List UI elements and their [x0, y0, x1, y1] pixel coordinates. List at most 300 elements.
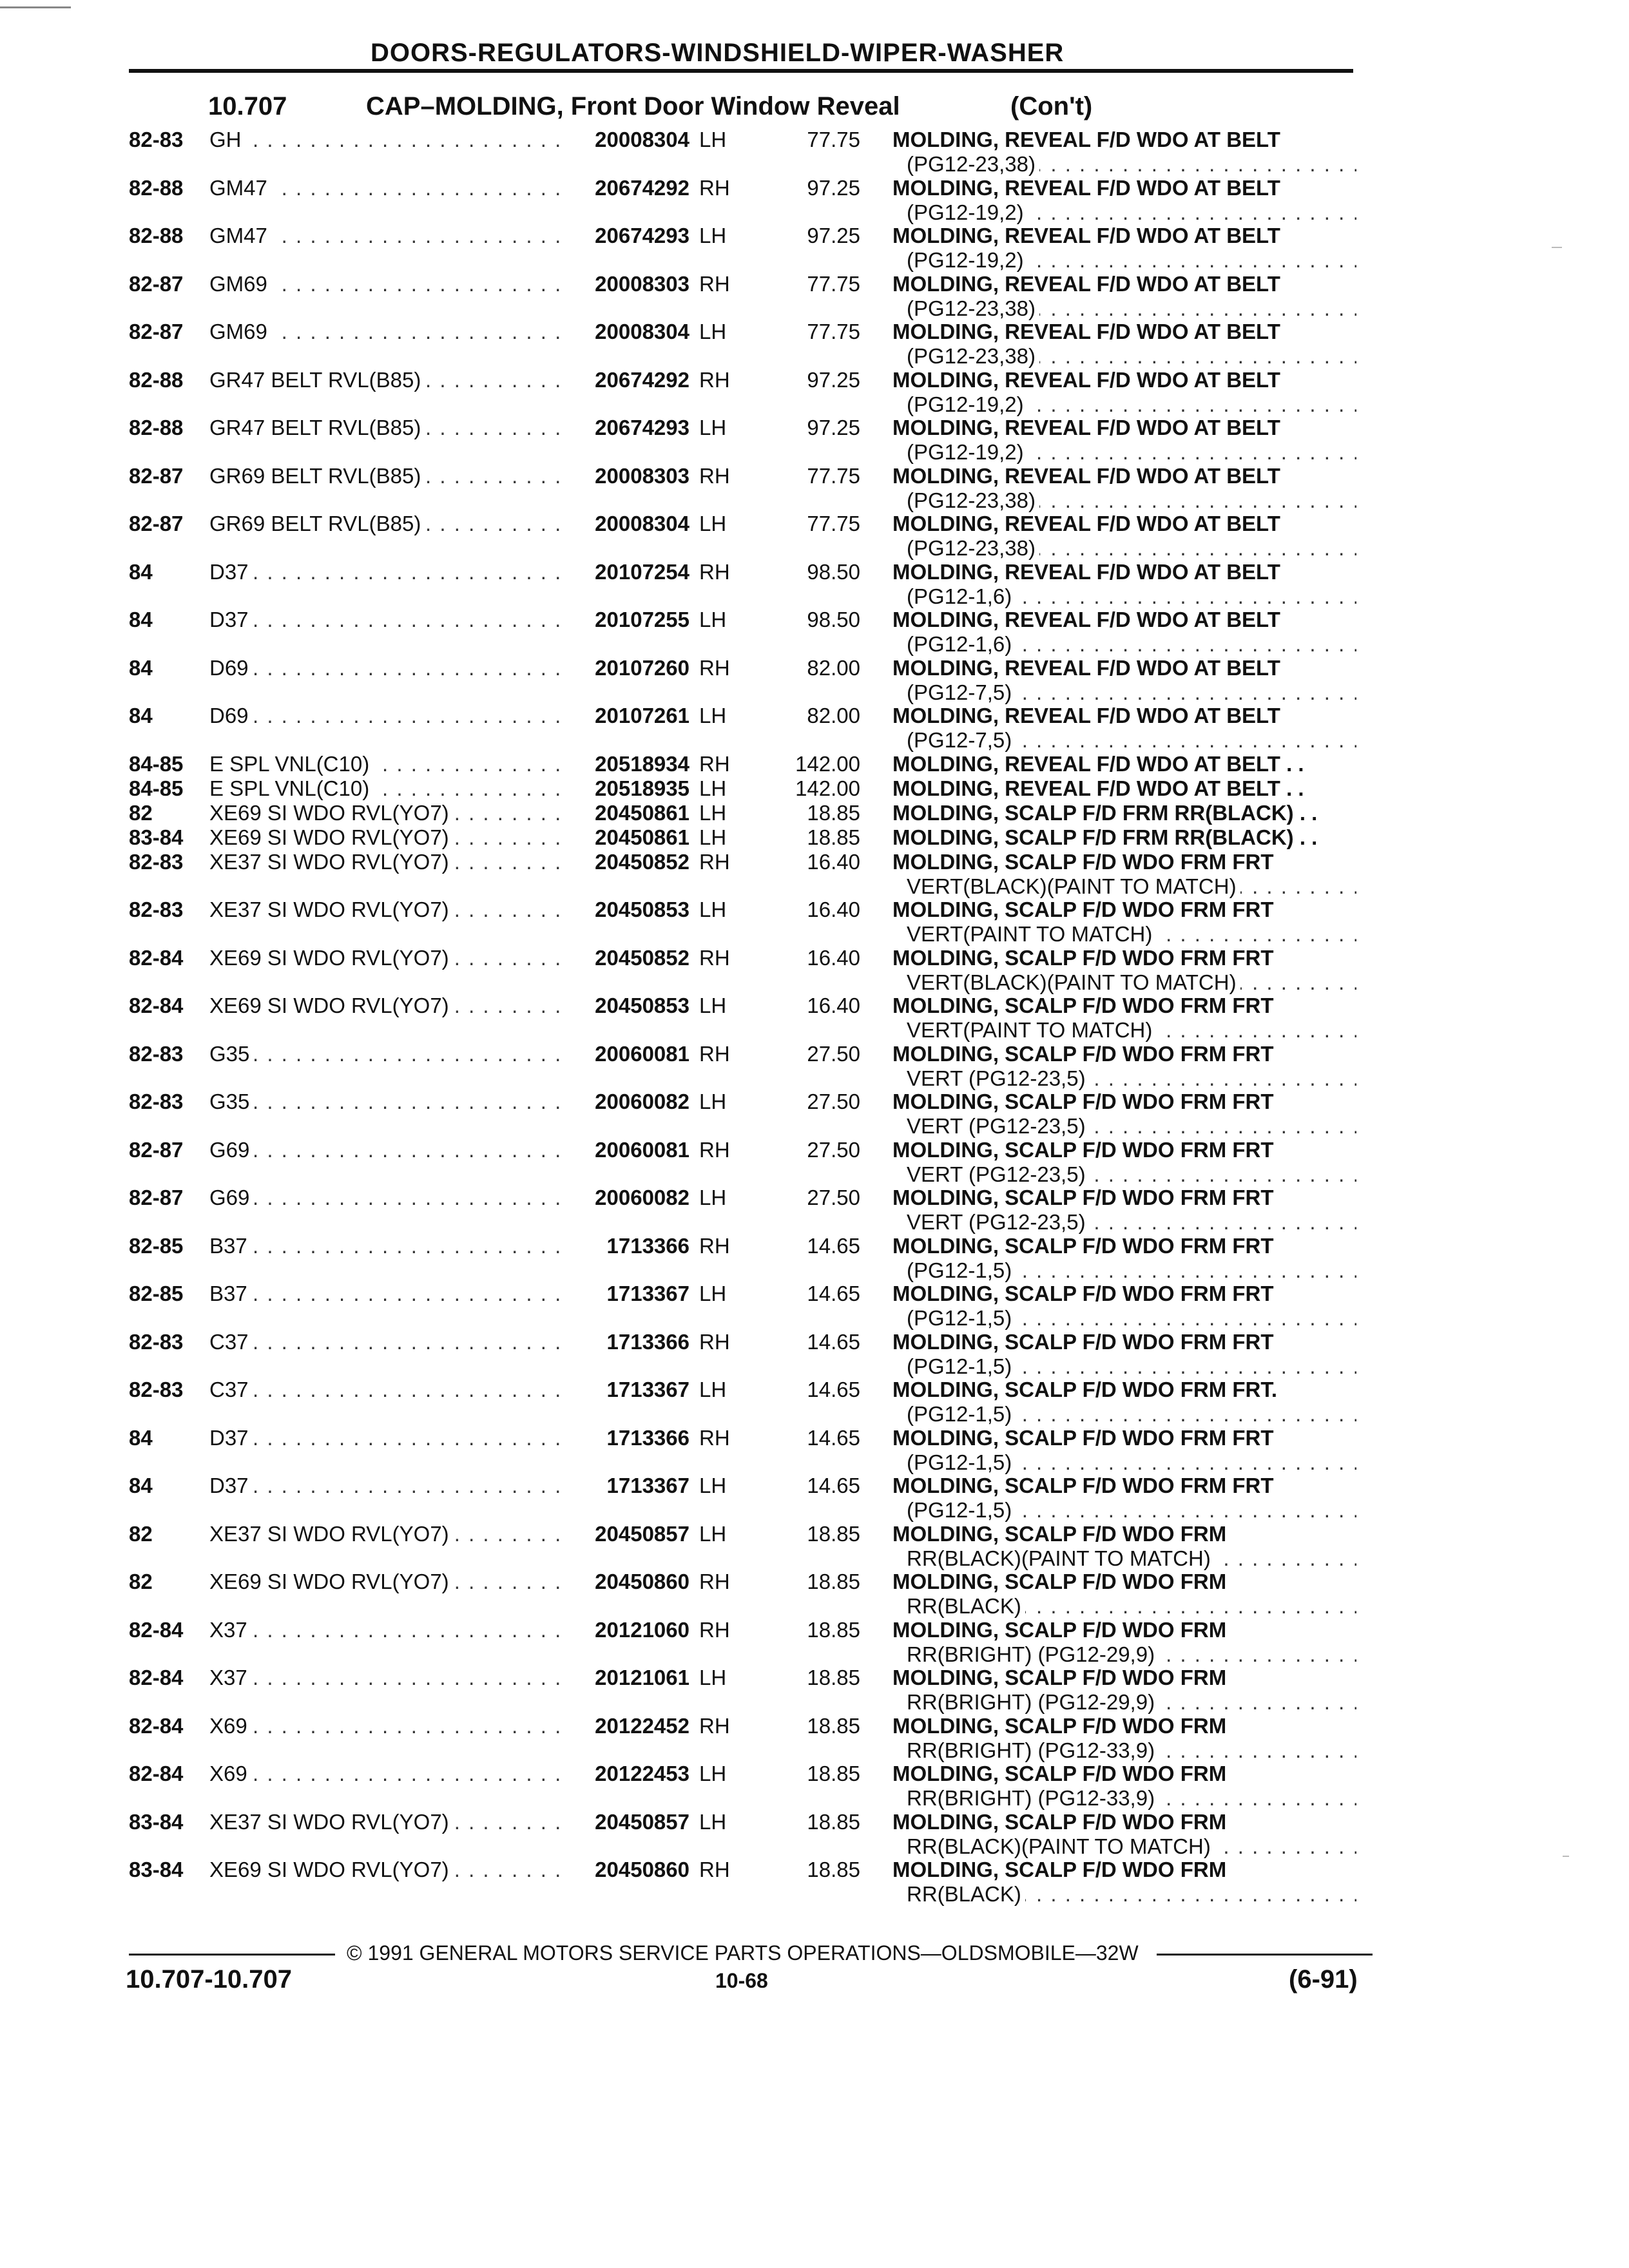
model-code: GR47 BELT RVL(B85) . . .: [209, 368, 567, 392]
part-row: [0, 1666, 1629, 1714]
price: 18.85: [807, 1617, 860, 1642]
description-line-1: MOLDING, REVEAL F/D WDO AT BELT: [892, 704, 1280, 727]
model-years: 82: [129, 800, 153, 825]
part-number: 20674293: [595, 416, 689, 439]
price: 27.50: [807, 1090, 860, 1113]
description: [892, 1522, 1356, 1571]
description: [892, 994, 1356, 1043]
description-line-2: (PG12-1,6) . . .: [892, 632, 1356, 657]
price: 97.25: [807, 224, 860, 247]
side: RH: [699, 1137, 730, 1162]
side: LH: [699, 1762, 727, 1785]
model-code: D37 . . .: [209, 608, 567, 632]
description-line-2: RR(BLACK)(PAINT TO MATCH) . . .: [892, 1834, 1356, 1859]
description-line-1: MOLDING, REVEAL F/D WDO AT BELT: [892, 224, 1280, 247]
side: LH: [699, 1521, 727, 1546]
description: [892, 1090, 1356, 1139]
description-line-1: MOLDING, SCALP F/D WDO FRM FRT: [892, 1425, 1274, 1450]
part-row: [0, 368, 1629, 416]
part-number: 20060081: [595, 1041, 689, 1066]
model-years: 84: [129, 1425, 153, 1450]
side: LH: [699, 776, 727, 800]
price: 18.85: [807, 1666, 860, 1689]
part-number: 1713366: [606, 1233, 689, 1258]
description: [892, 1378, 1356, 1427]
footer-section-range: 10.707-10.707: [126, 1965, 293, 1994]
description-line-1: MOLDING, REVEAL F/D WDO AT BELT: [892, 128, 1280, 151]
price: 16.40: [807, 849, 860, 874]
side: RH: [699, 655, 730, 680]
part-row: [0, 1138, 1629, 1186]
description-line-2: (PG12-1,5) . . .: [892, 1306, 1356, 1331]
model-code: XE69 SI WDO RVL(YO7) . . .: [209, 1858, 567, 1882]
description-line-2: (PG12-23,38) . . .: [892, 488, 1356, 513]
model-years: 82-88: [129, 224, 184, 247]
part-number: 20008303: [595, 463, 689, 488]
description: [892, 776, 1356, 801]
part-row: [0, 1186, 1629, 1234]
model-years: 82-87: [129, 463, 184, 488]
description: [892, 1714, 1356, 1763]
price: 16.40: [807, 898, 860, 921]
part-row: [0, 1378, 1629, 1426]
description-line-1: MOLDING, REVEAL F/D WDO AT BELT: [892, 608, 1280, 631]
price: 82.00: [807, 704, 860, 727]
description-line-1: MOLDING, REVEAL F/D WDO AT BELT: [892, 559, 1280, 584]
description-line-1: MOLDING, SCALP F/D FRM RR(BLACK) . .: [892, 800, 1318, 825]
price: 14.65: [807, 1474, 860, 1497]
description: [892, 176, 1356, 225]
model-years: 84: [129, 1474, 153, 1497]
part-number: 20121060: [595, 1617, 689, 1642]
model-years: 82-83: [129, 849, 184, 874]
model-years: 82-84: [129, 1666, 184, 1689]
description: [892, 1762, 1356, 1811]
side: RH: [699, 945, 730, 970]
description-line-1: MOLDING, SCALP F/D WDO FRM FRT: [892, 945, 1274, 970]
description-line-2: (PG12-23,38) . . .: [892, 296, 1356, 321]
description: [892, 416, 1356, 465]
description-line-1: MOLDING, REVEAL F/D WDO AT BELT: [892, 271, 1280, 296]
model-code: GM47 . . .: [209, 224, 567, 248]
description: [892, 752, 1356, 776]
part-row: [0, 898, 1629, 946]
price: 16.40: [807, 945, 860, 970]
description-line-2: (PG12-19,2) . . .: [892, 440, 1356, 465]
description-line-2: VERT (PG12-23,5) . . .: [892, 1210, 1356, 1235]
side: LH: [699, 512, 727, 535]
description-line-2: RR(BRIGHT) (PG12-33,9) . . .: [892, 1738, 1356, 1763]
model-years: 82-83: [129, 898, 184, 921]
price: 27.50: [807, 1186, 860, 1209]
model-years: 82-83: [129, 1378, 184, 1401]
side: RH: [699, 1329, 730, 1354]
part-number: 20674293: [595, 224, 689, 247]
part-row: [0, 776, 1629, 801]
price: 18.85: [807, 825, 860, 849]
description-line-2: VERT(PAINT TO MATCH) . . .: [892, 922, 1356, 947]
description-line-1: MOLDING, SCALP F/D WDO FRM: [892, 1809, 1227, 1834]
part-number: 20122452: [595, 1713, 689, 1738]
part-number: 1713366: [606, 1329, 689, 1354]
description-line-1: MOLDING, SCALP F/D WDO FRM FRT: [892, 1233, 1274, 1258]
side: RH: [699, 367, 730, 392]
side: LH: [699, 800, 727, 825]
part-number: 20674292: [595, 367, 689, 392]
price: 142.00: [795, 751, 860, 776]
price: 77.75: [807, 271, 860, 296]
description-line-2: VERT(PAINT TO MATCH) . . .: [892, 1018, 1356, 1043]
parts-list: [0, 128, 1629, 1906]
part-row: [0, 1810, 1629, 1858]
model-code: B37 . . .: [209, 1234, 567, 1258]
model-years: 84: [129, 704, 153, 727]
part-row: [0, 512, 1629, 560]
model-years: 82-83: [129, 128, 184, 151]
description-line-2: RR(BLACK)(PAINT TO MATCH) . . .: [892, 1546, 1356, 1571]
model-years: 82-87: [129, 320, 184, 343]
description-line-2: (PG12-7,5) . . .: [892, 728, 1356, 753]
part-number: 20107261: [595, 704, 689, 727]
model-code: G69 . . .: [209, 1138, 567, 1162]
side: LH: [699, 320, 727, 343]
price: 27.50: [807, 1041, 860, 1066]
description: [892, 1618, 1356, 1667]
description-line-2: (PG12-19,2) . . .: [892, 248, 1356, 273]
part-number: 20060082: [595, 1186, 689, 1209]
page-number: 10-68: [715, 1969, 768, 1992]
price: 18.85: [807, 1858, 860, 1881]
model-code: XE69 SI WDO RVL(YO7) . . .: [209, 994, 567, 1018]
description: [892, 850, 1356, 899]
side: RH: [699, 751, 730, 776]
part-row: [0, 656, 1629, 704]
model-code: GH . . .: [209, 128, 567, 152]
description: [892, 368, 1356, 417]
part-number: 20107260: [595, 655, 689, 680]
part-row: [0, 994, 1629, 1042]
section-continued: (Con't): [1010, 92, 1093, 120]
model-code: X69 . . .: [209, 1714, 567, 1738]
scan-speck: [1552, 247, 1562, 248]
part-number: 20450852: [595, 945, 689, 970]
side: RH: [699, 1858, 730, 1881]
description-line-1: MOLDING, SCALP F/D WDO FRM FRT: [892, 1474, 1274, 1497]
part-row: [0, 1426, 1629, 1474]
side: LH: [699, 608, 727, 631]
description-line-1: MOLDING, SCALP F/D WDO FRM: [892, 1666, 1227, 1689]
model-years: 84-85: [129, 751, 184, 776]
part-row: [0, 560, 1629, 608]
model-code: D37 . . .: [209, 560, 567, 584]
part-number: 20450861: [595, 800, 689, 825]
model-code: B37 . . .: [209, 1282, 567, 1306]
side: RH: [699, 1713, 730, 1738]
description-line-1: MOLDING, SCALP F/D FRM RR(BLACK) . .: [892, 825, 1318, 849]
description: [892, 1282, 1356, 1331]
description: [892, 1042, 1356, 1091]
part-row: [0, 1282, 1629, 1330]
description-line-1: MOLDING, SCALP F/D WDO FRM FRT: [892, 1137, 1274, 1162]
part-number: 20008304: [595, 512, 689, 535]
part-row: [0, 946, 1629, 994]
model-years: 82: [129, 1521, 153, 1546]
description: [892, 1858, 1356, 1907]
description: [892, 825, 1356, 850]
description-line-2: VERT(BLACK)(PAINT TO MATCH) . . .: [892, 970, 1356, 995]
part-row: [0, 320, 1629, 368]
part-number: 20450857: [595, 1809, 689, 1834]
part-number: 20122453: [595, 1762, 689, 1785]
price: 77.75: [807, 320, 860, 343]
model-code: GM69 . . .: [209, 320, 567, 344]
description-line-2: (PG12-1,5) . . .: [892, 1450, 1356, 1475]
part-number: 1713367: [606, 1282, 689, 1305]
price: 18.85: [807, 1570, 860, 1593]
description-line-1: MOLDING, SCALP F/D WDO FRM FRT: [892, 1282, 1274, 1305]
description: [892, 704, 1356, 753]
model-years: 82-87: [129, 512, 184, 535]
description-line-1: MOLDING, SCALP F/D WDO FRM FRT: [892, 1329, 1274, 1354]
model-code: D37 . . .: [209, 1474, 567, 1498]
model-years: 82-87: [129, 1186, 184, 1209]
side: LH: [699, 704, 727, 727]
part-number: 20450853: [595, 994, 689, 1017]
model-code: X37 . . .: [209, 1666, 567, 1690]
part-row: [0, 416, 1629, 464]
price: 77.75: [807, 128, 860, 151]
side: LH: [699, 1186, 727, 1209]
description-line-1: MOLDING, SCALP F/D WDO FRM FRT: [892, 1041, 1274, 1066]
description-line-1: MOLDING, SCALP F/D WDO FRM: [892, 1617, 1227, 1642]
description-line-2: (PG12-1,5) . . .: [892, 1402, 1356, 1427]
description: [892, 1810, 1356, 1859]
part-row: [0, 825, 1629, 850]
model-years: 82-84: [129, 1713, 184, 1738]
description-line-1: MOLDING, REVEAL F/D WDO AT BELT: [892, 463, 1280, 488]
price: 18.85: [807, 800, 860, 825]
side: LH: [699, 1282, 727, 1305]
part-row: [0, 850, 1629, 898]
side: LH: [699, 825, 727, 849]
description-line-1: MOLDING, REVEAL F/D WDO AT BELT: [892, 175, 1280, 200]
description: [892, 560, 1356, 609]
model-years: 82-84: [129, 1762, 184, 1785]
price: 14.65: [807, 1282, 860, 1305]
price: 27.50: [807, 1137, 860, 1162]
description-line-2: RR(BRIGHT) (PG12-29,9) . . .: [892, 1642, 1356, 1667]
model-years: 82-88: [129, 367, 184, 392]
part-number: 20060081: [595, 1137, 689, 1162]
price: 97.25: [807, 367, 860, 392]
price: 97.25: [807, 416, 860, 439]
description: [892, 1138, 1356, 1187]
model-years: 84: [129, 655, 153, 680]
description-line-1: MOLDING, REVEAL F/D WDO AT BELT: [892, 320, 1280, 343]
side: RH: [699, 1570, 730, 1593]
part-number: 1713367: [606, 1474, 689, 1497]
part-row: [0, 1474, 1629, 1522]
description-line-1: MOLDING, SCALP F/D WDO FRM: [892, 1762, 1227, 1785]
part-number: 20121061: [595, 1666, 689, 1689]
model-code: E SPL VNL(C10) . . .: [209, 776, 567, 801]
description: [892, 1234, 1356, 1283]
side: RH: [699, 1617, 730, 1642]
part-number: 20008304: [595, 128, 689, 151]
description: [892, 1474, 1356, 1523]
description: [892, 128, 1356, 177]
price: 98.50: [807, 559, 860, 584]
description-line-1: MOLDING, SCALP F/D WDO FRM FRT: [892, 994, 1274, 1017]
part-number: 20450860: [595, 1570, 689, 1593]
part-number: 20674292: [595, 175, 689, 200]
part-number: 20450853: [595, 898, 689, 921]
description-line-2: VERT (PG12-23,5) . . .: [892, 1066, 1356, 1091]
side: LH: [699, 1666, 727, 1689]
part-row: [0, 608, 1629, 656]
side: LH: [699, 128, 727, 151]
model-years: 82-84: [129, 1617, 184, 1642]
side: LH: [699, 416, 727, 439]
part-number: 20518934: [595, 751, 689, 776]
part-row: [0, 464, 1629, 512]
side: RH: [699, 1233, 730, 1258]
model-years: 82-88: [129, 416, 184, 439]
part-row: [0, 1330, 1629, 1378]
price: 77.75: [807, 512, 860, 535]
model-code: C37 . . .: [209, 1330, 567, 1354]
part-number: 1713367: [606, 1378, 689, 1401]
model-code: X37 . . .: [209, 1618, 567, 1642]
model-code: C37 . . .: [209, 1378, 567, 1402]
price: 14.65: [807, 1329, 860, 1354]
price: 98.50: [807, 608, 860, 631]
description-line-2: (PG12-1,5) . . .: [892, 1498, 1356, 1523]
model-years: 82-85: [129, 1233, 184, 1258]
model-years: 82-83: [129, 1090, 184, 1113]
model-years: 83-84: [129, 825, 184, 849]
description: [892, 946, 1356, 995]
description-line-1: MOLDING, REVEAL F/D WDO AT BELT: [892, 367, 1280, 392]
footer-rule-left: [129, 1954, 335, 1956]
model-code: G35 . . .: [209, 1090, 567, 1114]
part-row: [0, 272, 1629, 320]
description-line-2: (PG12-7,5) . . .: [892, 680, 1356, 705]
model-code: XE69 SI WDO RVL(YO7) . . .: [209, 825, 567, 850]
price: 97.25: [807, 175, 860, 200]
description-line-1: MOLDING, REVEAL F/D WDO AT BELT: [892, 655, 1280, 680]
model-code: E SPL VNL(C10) . . .: [209, 752, 567, 776]
side: RH: [699, 175, 730, 200]
part-row: [0, 704, 1629, 752]
part-number: 20450861: [595, 825, 689, 849]
price: 14.65: [807, 1425, 860, 1450]
part-number: 20008303: [595, 271, 689, 296]
model-code: D37 . . .: [209, 1426, 567, 1450]
description: [892, 898, 1356, 947]
side: LH: [699, 1090, 727, 1113]
side: RH: [699, 559, 730, 584]
side: RH: [699, 849, 730, 874]
description: [892, 1426, 1356, 1475]
price: 14.65: [807, 1378, 860, 1401]
description: [892, 224, 1356, 273]
part-number: 20060082: [595, 1090, 689, 1113]
description-line-1: MOLDING, SCALP F/D WDO FRM FRT: [892, 1186, 1274, 1209]
description: [892, 656, 1356, 705]
scan-speck: [1563, 1856, 1569, 1857]
description: [892, 1186, 1356, 1235]
part-number: 20450860: [595, 1858, 689, 1881]
model-years: 82-84: [129, 945, 184, 970]
description-line-2: (PG12-23,38) . . .: [892, 344, 1356, 369]
description: [892, 464, 1356, 513]
description-line-2: (PG12-19,2) . . .: [892, 392, 1356, 417]
side: LH: [699, 1378, 727, 1401]
model-years: 82: [129, 1570, 153, 1593]
part-row: [0, 1042, 1629, 1090]
model-years: 82-87: [129, 1137, 184, 1162]
part-number: 20518935: [595, 776, 689, 800]
description-line-1: MOLDING, REVEAL F/D WDO AT BELT . .: [892, 751, 1304, 776]
description-line-1: MOLDING, REVEAL F/D WDO AT BELT . .: [892, 776, 1304, 800]
part-row: [0, 801, 1629, 825]
part-number: 20107255: [595, 608, 689, 631]
model-code: G35 . . .: [209, 1042, 567, 1066]
section-code: 10.707: [208, 92, 287, 120]
corner-mark: [0, 6, 71, 8]
part-number: 20008304: [595, 320, 689, 343]
price: 142.00: [795, 776, 860, 800]
description-line-2: (PG12-19,2) . . .: [892, 200, 1356, 225]
copyright-notice: © 1991 GENERAL MOTORS SERVICE PARTS OPERATIONS—OLDSMOBILE—32W: [347, 1941, 1139, 1965]
model-years: 83-84: [129, 1809, 184, 1834]
model-code: X69 . . .: [209, 1762, 567, 1786]
model-code: D69 . . .: [209, 656, 567, 680]
part-row: [0, 128, 1629, 176]
description-line-1: MOLDING, REVEAL F/D WDO AT BELT: [892, 416, 1280, 439]
part-number: 20107254: [595, 559, 689, 584]
side: LH: [699, 1474, 727, 1497]
description: [892, 1570, 1356, 1619]
model-code: XE37 SI WDO RVL(YO7) . . .: [209, 898, 567, 922]
description-line-2: VERT(BLACK)(PAINT TO MATCH) . . .: [892, 874, 1356, 899]
model-years: 82-87: [129, 271, 184, 296]
price: 77.75: [807, 463, 860, 488]
description: [892, 512, 1356, 561]
side: LH: [699, 994, 727, 1017]
part-number: 20450857: [595, 1521, 689, 1546]
part-row: [0, 1618, 1629, 1666]
side: RH: [699, 1041, 730, 1066]
description-line-2: (PG12-23,38) . . .: [892, 536, 1356, 561]
description-line-2: (PG12-1,6) . . .: [892, 584, 1356, 609]
model-years: 82-84: [129, 994, 184, 1017]
model-code: D69 . . .: [209, 704, 567, 728]
price: 14.65: [807, 1233, 860, 1258]
description-line-1: MOLDING, SCALP F/D WDO FRM FRT.: [892, 1378, 1278, 1401]
part-row: [0, 1234, 1629, 1282]
part-row: [0, 176, 1629, 224]
model-years: 84-85: [129, 776, 184, 800]
part-row: [0, 1090, 1629, 1138]
description-line-1: MOLDING, SCALP F/D WDO FRM: [892, 1521, 1227, 1546]
model-code: XE69 SI WDO RVL(YO7) . . .: [209, 801, 567, 825]
side: LH: [699, 224, 727, 247]
side: RH: [699, 271, 730, 296]
price: 82.00: [807, 655, 860, 680]
side: LH: [699, 898, 727, 921]
